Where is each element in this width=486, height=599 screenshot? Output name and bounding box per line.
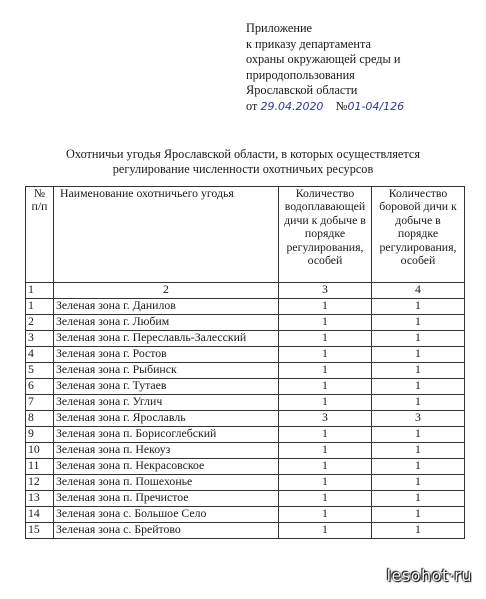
ground-name: Зеленая зона п. Пречистое [54, 491, 279, 507]
ground-name: Зеленая зона г. Рыбинск [54, 363, 279, 379]
appendix-line: к приказу департамента [246, 36, 371, 51]
waterfowl-count: 1 [279, 475, 372, 491]
waterfowl-count: 1 [279, 395, 372, 411]
ground-name: Зеленая зона г. Переславль-Залесский [54, 331, 279, 347]
header-waterfowl: Количество водоплавающей дичи к добыче в порядке регулирования, особей [279, 187, 372, 283]
waterfowl-count: 1 [279, 491, 372, 507]
document-title [0, 147, 486, 176]
order-number: 01-04/126 [347, 99, 405, 113]
index-cell: 4 [372, 283, 465, 299]
waterfowl-count: 3 [279, 411, 372, 427]
table-row [26, 507, 465, 523]
upland-count: 1 [372, 523, 465, 539]
ground-name: Зеленая зона г. Ростов [54, 347, 279, 363]
table-row [26, 363, 465, 379]
upland-count: 1 [372, 395, 465, 411]
ground-name: Зеленая зона г. Тутаев [54, 379, 279, 395]
hunting-grounds-table [25, 186, 465, 539]
appendix-line: природопользования [246, 67, 355, 82]
table-row [26, 475, 465, 491]
waterfowl-count: 1 [279, 347, 372, 363]
table-row [26, 315, 465, 331]
appendix-line: Приложение [246, 21, 312, 35]
row-number: 6 [26, 379, 54, 395]
row-number: 8 [26, 411, 54, 427]
title-line: Охотничьи угодья Ярославской области, в которых осуществляется [66, 147, 420, 161]
table-row [26, 523, 465, 539]
row-number: 14 [26, 507, 54, 523]
table-header-row [26, 187, 465, 283]
header-name: Наименование охотничьего угодья [54, 187, 279, 283]
upland-count: 1 [372, 475, 465, 491]
upland-count: 1 [372, 379, 465, 395]
waterfowl-count: 1 [279, 299, 372, 315]
upland-count: 1 [372, 299, 465, 315]
row-number: 2 [26, 315, 54, 331]
waterfowl-count: 1 [279, 331, 372, 347]
table-row [26, 379, 465, 395]
row-number: 4 [26, 347, 54, 363]
table-row [26, 443, 465, 459]
header-num: № п/п [26, 187, 54, 283]
upland-count: 1 [372, 331, 465, 347]
index-cell: 3 [279, 283, 372, 299]
row-number: 15 [26, 523, 54, 539]
ground-name: Зеленая зона г. Ярославль [54, 411, 279, 427]
site-watermark: lesohot·ru [386, 566, 472, 585]
waterfowl-count: 1 [279, 427, 372, 443]
waterfowl-count: 1 [279, 379, 372, 395]
column-index-row [26, 283, 465, 299]
row-number: 9 [26, 427, 54, 443]
waterfowl-count: 1 [279, 443, 372, 459]
waterfowl-count: 1 [279, 523, 372, 539]
upland-count: 1 [372, 459, 465, 475]
table-row [26, 347, 465, 363]
index-cell: 2 [54, 283, 279, 299]
table-row [26, 395, 465, 411]
ground-name: Зеленая зона п. Некрасовское [54, 459, 279, 475]
appendix-line: Ярославской области [246, 83, 358, 98]
upland-count: 1 [372, 427, 465, 443]
ground-name: Зеленая зона п. Некоуз [54, 443, 279, 459]
table-row [26, 427, 465, 443]
upland-count: 1 [372, 443, 465, 459]
order-date-number-line [246, 99, 404, 115]
row-number: 3 [26, 331, 54, 347]
row-number: 5 [26, 363, 54, 379]
upland-count: 1 [372, 315, 465, 331]
ground-name: Зеленая зона с. Брейтово [54, 523, 279, 539]
appendix-line: охраны окружающей среды и [246, 52, 401, 67]
row-number: 10 [26, 443, 54, 459]
appendix-block [246, 21, 404, 115]
upland-count: 1 [372, 347, 465, 363]
table-row [26, 491, 465, 507]
row-number: 13 [26, 491, 54, 507]
waterfowl-count: 1 [279, 363, 372, 379]
table-row [26, 299, 465, 315]
title-line: регулирование численности охотничьих ресурсов [112, 161, 374, 176]
upland-count: 1 [372, 491, 465, 507]
ground-name: Зеленая зона г. Углич [54, 395, 279, 411]
waterfowl-count: 1 [279, 507, 372, 523]
row-number: 11 [26, 459, 54, 475]
index-cell: 1 [26, 283, 54, 299]
number-prefix: № [335, 98, 348, 113]
row-number: 1 [26, 299, 54, 315]
table-row [26, 459, 465, 475]
waterfowl-count: 1 [279, 315, 372, 331]
table-row [26, 411, 465, 427]
order-date: 29.04.2020 [260, 99, 324, 113]
ground-name: Зеленая зона с. Большое Село [54, 507, 279, 523]
date-prefix: от [246, 98, 258, 113]
upland-count: 3 [372, 411, 465, 427]
ground-name: Зеленая зона г. Любим [54, 315, 279, 331]
row-number: 12 [26, 475, 54, 491]
upland-count: 1 [372, 363, 465, 379]
ground-name: Зеленая зона г. Данилов [54, 299, 279, 315]
row-number: 7 [26, 395, 54, 411]
table-row [26, 331, 465, 347]
waterfowl-count: 1 [279, 459, 372, 475]
header-upland: Количество боровой дичи к добыче в порядке регулирования, особей [372, 187, 465, 283]
upland-count: 1 [372, 507, 465, 523]
ground-name: Зеленая зона п. Пошехонье [54, 475, 279, 491]
ground-name: Зеленая зона п. Борисоглебский [54, 427, 279, 443]
